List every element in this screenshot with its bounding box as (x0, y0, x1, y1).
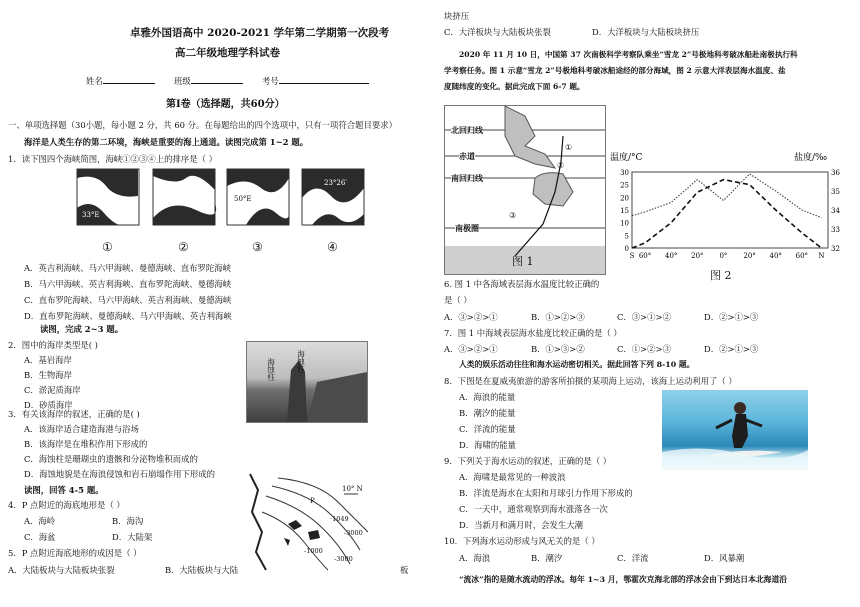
chart-ytick-left: 0 (624, 245, 629, 253)
sea-stack-label-2: 海蚀柱 (296, 350, 306, 373)
chart-xtick: 0° (719, 252, 728, 260)
q3-option-c[interactable]: C．海蚀柱是珊瑚虫的遗骸和分泌物堆积而成的 (24, 454, 198, 464)
sea-stack-photo (246, 341, 368, 423)
name-label: 姓名 (86, 76, 155, 85)
chart-ytick-left: 20 (620, 194, 629, 203)
label-antarctic-circle: 南极圈 (455, 223, 479, 233)
q2-option-a[interactable]: A．基岩海岸 (24, 355, 72, 365)
chart-xtick: S (629, 252, 635, 260)
q3-option-d[interactable]: D．海蚀地貌是在海浪侵蚀和岩石崩塌作用下形成的 (24, 469, 215, 479)
q6-option-d[interactable]: D．②>①>③ (704, 312, 759, 322)
map-point-p: P (310, 497, 315, 505)
map-depth-1049: ·1049 (330, 515, 349, 523)
q2-option-b[interactable]: B．生物海岸 (24, 370, 73, 380)
q7-option-a[interactable]: A．③>②>① (444, 344, 498, 354)
question-10: 10．下列海水运动形成与风无关的是（ ） (444, 536, 600, 546)
q3-option-a[interactable]: A．该海岸适合建造海港与浴场 (24, 424, 139, 434)
question-9: 9．下列关于海水运动的叙述，正确的是（ ） (444, 456, 612, 466)
q1-option-a[interactable]: A．英吉利海峡、马六甲海峡、曼德海峡、直布罗陀海峡 (24, 263, 232, 273)
q6-option-a[interactable]: A．③>②>① (444, 312, 498, 322)
marker-3: ③ (509, 211, 517, 220)
q8-option-b[interactable]: B．潮汐的能量 (459, 408, 516, 418)
q7-option-b[interactable]: B．①>③>② (531, 344, 585, 354)
temperature-salinity-chart (610, 150, 856, 280)
question-3: 3．有关该海岸的叙述，正确的是( ) (8, 409, 140, 419)
q9-option-b[interactable]: B．洋流是海水在太阳和月球引力作用下形成的 (459, 488, 633, 498)
chart-ytick-right: 32 (831, 245, 840, 253)
q10-option-b[interactable]: B．潮汐 (531, 553, 563, 563)
label-tropic-north: 北回归线 (451, 125, 483, 135)
q5-option-a[interactable]: A．大陆板块与大陆板块张裂 (8, 565, 115, 575)
q10-option-c[interactable]: C．洋流 (617, 553, 649, 563)
chart-frame (632, 172, 828, 248)
intro-6: “流冰”指的是随水流动的浮冰。每年 1~3 月，鄂霍次克海北部的浮冰会由下到达日本北海道沿 (459, 575, 788, 584)
question-7: 7．图 1 中海域表层海水盐度比较正确的是（ ） (444, 328, 622, 338)
class-label: 班级 (174, 76, 243, 85)
chart-xtick: 60° (795, 252, 809, 260)
strait-label-1: ① (102, 240, 113, 254)
exam-subtitle: 高二年级地理学科试卷 (175, 47, 280, 59)
q8-option-a[interactable]: A．海浪的能量 (459, 392, 516, 402)
strait-sketches (76, 168, 366, 260)
series-line-salinity (632, 174, 821, 218)
q5-carry: 块挤压 (444, 11, 470, 21)
intro-4-line-3: 度随纬度的变化。据此完成下面 6-7 题。 (444, 82, 585, 91)
q10-option-a[interactable]: A．海浪 (459, 553, 491, 563)
label-tropic-south: 南回归线 (451, 173, 483, 183)
strait-label-3: ③ (252, 240, 263, 254)
chart-xtick: 40° (664, 252, 678, 260)
chart-ylabel-left: 温度/°C (610, 153, 643, 163)
q2-option-c[interactable]: C．淤泥质海岸 (24, 385, 81, 395)
question-4: 4．P 点附近的海底地形是（ ） (8, 500, 125, 510)
chart-ytick-left: 10 (620, 219, 629, 228)
series-line-temperature (632, 180, 821, 248)
q5-option-c[interactable]: C．大洋板块与大陆板块张裂 (444, 27, 551, 37)
question-6: 6. 图 1 中各海域表层海水温度比较正确的 (444, 279, 600, 289)
q9-option-a[interactable]: A．海啸是最常见的一种波浪 (459, 472, 566, 482)
chart-ytick-left: 5 (624, 232, 629, 241)
map-depth-3000-b: -3000 (334, 555, 353, 563)
exam-title: 卓雅外国语高中 2020-2021 学年第二学期第一次段考 (130, 27, 390, 39)
q9-option-c[interactable]: C．一天中，通常观察到海水涨落各一次 (459, 504, 608, 514)
q7-option-c[interactable]: C．①>②>③ (617, 344, 671, 354)
q7-option-d[interactable]: D．②>①>③ (704, 344, 759, 354)
q5-option-b[interactable]: B．大陆板块与大陆 (165, 565, 239, 575)
chart-ytick-right: 35 (831, 188, 840, 196)
chart-ytick-right: 33 (831, 226, 840, 234)
strait-mark-2: 50°E (234, 195, 252, 203)
chart-ytick-right: 34 (831, 207, 840, 215)
q6-option-b[interactable]: B．①>②>③ (531, 312, 585, 322)
strait-figure (76, 168, 366, 260)
q2-option-d[interactable]: D．砂质海岸 (24, 400, 73, 410)
intro-3: 读图，回答 4-5 题。 (24, 485, 104, 495)
seafloor-map (248, 472, 378, 572)
intro-4-line-2: 学考察任务。图 1 示意“雪龙 2”号极地科考破冰船途经的部分海域，图 2 示意大洋表层海水温度、盐 (444, 66, 786, 75)
question-8: 8．下图是在夏威夷旅游的游客所拍摄的某项海上运动，该海上运动利用了（ ） (444, 376, 737, 386)
marker-1: ① (565, 143, 573, 152)
question-1: 1．读下图四个海峡简图，海峡①②③④上的排序是（ ） (8, 154, 217, 164)
map-depth-1000: -1000 (304, 547, 323, 555)
q3-option-b[interactable]: B．该海岸是在堆积作用下形成的 (24, 439, 148, 449)
question-5: 5．P 点附近海底地形的成因是（ ） (8, 548, 142, 558)
route-map (444, 105, 606, 275)
chart-xtick: 60° (638, 252, 652, 260)
chart-ylabel-right: 盐度/‰ (794, 153, 828, 163)
chart-svg (610, 150, 856, 280)
intro-2: 读图，完成 2~3 题。 (40, 324, 124, 334)
q4-option-b[interactable]: B．海沟 (112, 516, 144, 526)
marker-2: ② (557, 161, 565, 170)
chart-ytick-right: 36 (831, 169, 840, 177)
sea-stack-label-1: 海蚀柱 (266, 358, 276, 381)
q1-option-c[interactable]: C．直布罗陀海峡、马六甲海峡、英吉利海峡、曼德海峡 (24, 295, 232, 305)
q4-option-d[interactable]: D．大陆架 (112, 532, 153, 542)
q5-option-b-tail: 板 (400, 565, 409, 575)
exam-no-label: 考号 (262, 76, 369, 85)
label-equator: 赤道 (459, 151, 475, 161)
chart-xtick: 20° (743, 252, 756, 260)
surfing-photo (662, 390, 808, 470)
chart-ytick-left: 15 (620, 207, 629, 215)
strait-label-4: ④ (327, 240, 338, 254)
map-lat-label: 10° N (342, 485, 363, 493)
chart-xtick: 40° (769, 252, 782, 260)
q5-option-d[interactable]: D．大洋板块与大陆板块挤压 (592, 27, 700, 37)
chart-xtick: N (818, 252, 825, 260)
chart-ytick-left: 25 (620, 181, 629, 190)
strait-mark-1: 33°E (82, 211, 100, 219)
q4-option-c[interactable]: C．海盆 (24, 532, 56, 542)
q9-option-d[interactable]: D．当新月和满月时，会发生大潮 (459, 520, 583, 530)
strait-label-2: ② (178, 240, 189, 254)
intro-4-line-1: 2020 年 11 月 10 日，中国第 37 次南极科学考察队乘坐“雪龙 2”号极地科考破冰船赴南极执行科 (459, 50, 798, 59)
section-heading: 第Ⅰ卷（选择题，共60分） (166, 99, 285, 110)
q8-option-d[interactable]: D．海啸的能量 (459, 440, 516, 450)
section-one: 一、单项选择题（30小题，每小题 2 分，共 60 分。在每题给出的四个选项中，只有一项符合题目要求） (8, 120, 398, 130)
q10-option-d[interactable]: D．风暴潮 (704, 553, 745, 563)
question-6-b: 是（ ） (444, 295, 472, 305)
q1-option-b[interactable]: B．马六甲海峡、英吉利海峡、直布罗陀海峡、曼德海峡 (24, 279, 232, 289)
figure-2-caption: 图 2 (710, 269, 732, 282)
intro-5: 人类的娱乐活动往往和海水运动密切相关。据此回答下列 8-10 题。 (459, 360, 695, 369)
question-2: 2．图中的海岸类型是( ) (8, 340, 98, 350)
q4-option-a[interactable]: A．海岭 (24, 516, 56, 526)
intro-1: 海洋是人类生存的第二环境，海峡是重要的海上通道。读图完成第 1~2 题。 (24, 137, 309, 147)
q6-option-c[interactable]: C．③>①>② (617, 312, 671, 322)
q8-option-c[interactable]: C．洋流的能量 (459, 424, 516, 434)
map-depth-3000-a: -3000 (344, 529, 363, 537)
q1-option-d[interactable]: D．直布罗陀海峡、曼德海峡、马六甲海峡、英吉利海峡 (24, 311, 232, 321)
chart-ytick-left: 30 (620, 169, 629, 177)
figure-1-caption: 图 1 (512, 255, 534, 268)
chart-xtick: 20° (691, 252, 704, 260)
strait-mark-3: 23°26′ (324, 179, 347, 187)
